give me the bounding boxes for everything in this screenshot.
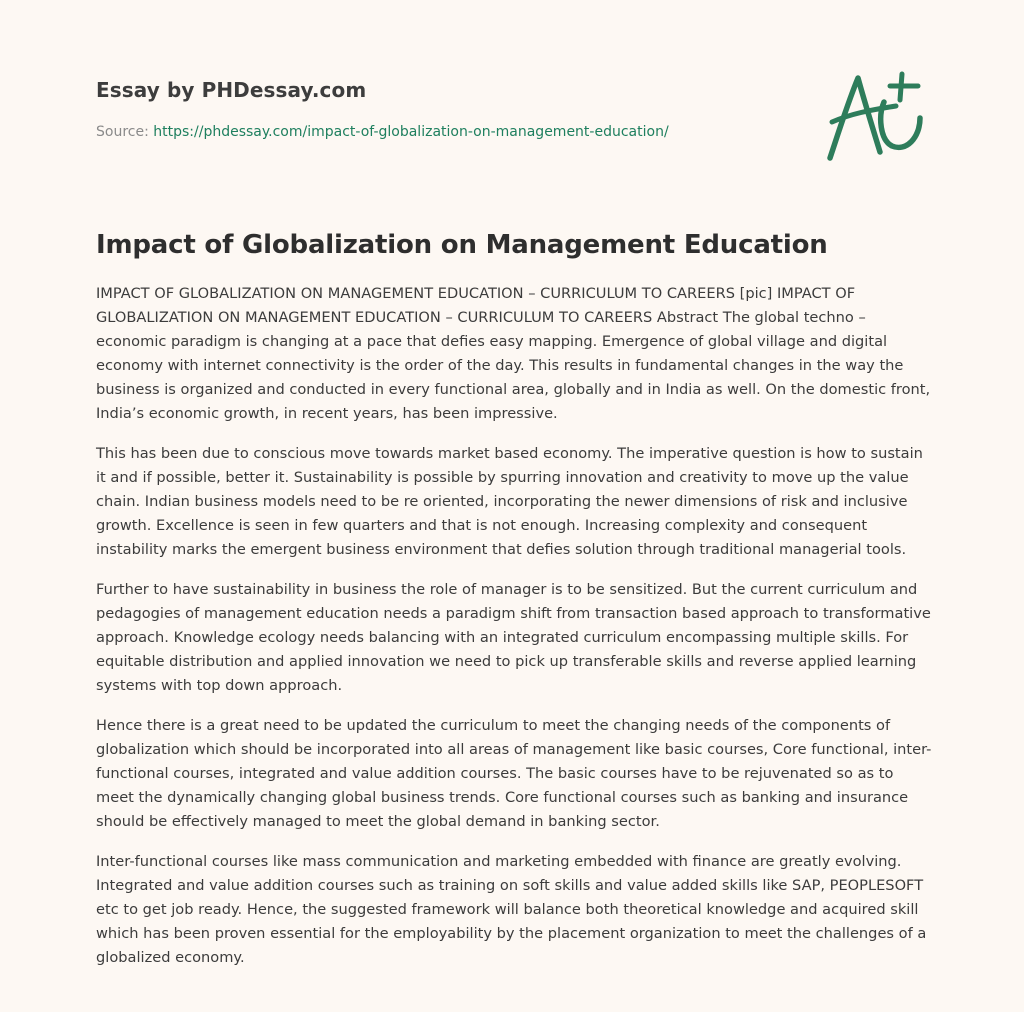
source-label: Source:: [96, 124, 149, 140]
essay-paragraph-2: This has been due to conscious move towards market based economy. The imperative question is how to sustain it and if possible, better it. Sustainability is possible by spurring innovation and creativity to move up the value chain. Indian business models need to be re oriented, incorporating the newer dimensions of risk and inclusive growth. Excellence is seen in few quarters and that is not enough. Increasing complexity and consequent instability marks the emergent business environment that defies solution through traditional managerial tools.: [96, 445, 923, 558]
essay-paragraph-3: Further to have sustainability in business the role of manager is to be sensitized. But the current curriculum and pedagogies of management education needs a paradigm shift from transaction based approach to transformative approach. Knowledge ecology needs balancing with an integrated curriculum encompassing multiple skills. For equitable distribution and applied innovation we need to pick up transferable skills and reverse applied learning systems with top down approach.: [96, 581, 931, 694]
essay-content: [96, 226, 932, 986]
essay-paragraph-1: IMPACT OF GLOBALIZATION ON MANAGEMENT EDUCATION – CURRICULUM TO CAREERS [pic] IMPACT OF GLOBALIZATION ON MANAGEMENT EDUCATION – CURRICULUM TO CAREERS Abstract The global techno – economic paradigm is changing at a pace that defies easy mapping. Emergence of global village and digital economy with internet connectivity is the order of the day. This results in fundamental changes in the way the business is organized and conducted in every functional area, globally and in India as well. On the domestic front, India’s economic growth, in recent years, has been impressive.: [96, 285, 931, 422]
source-line: [96, 122, 796, 142]
a-plus-grade-icon: [818, 64, 928, 168]
essay-title: Impact of Globalization on Management Education: [96, 230, 828, 260]
page-header: [96, 76, 796, 142]
site-brand: Essay by PHDessay.com: [96, 78, 367, 102]
source-link[interactable]: https://phdessay.com/impact-of-globalization-on-management-education/: [153, 124, 669, 140]
essay-paragraph-4: Hence there is a great need to be updated the curriculum to meet the changing needs of the components of globalization which should be incorporated into all areas of management like basic courses, Core functional, inter-functional courses, integrated and value addition courses. The basic courses have to be rejuvenated so as to meet the dynamically changing global business trends. Core functional courses such as banking and insurance should be effectively managed to meet the global demand in banking sector.: [96, 717, 932, 830]
essay-paragraph-5: Inter-functional courses like mass communication and marketing embedded with finance are greatly evolving. Integrated and value addition courses such as training on soft skills and value added skills like SAP, PEOPLESOFT etc to get job ready. Hence, the suggested framework will balance both theoretical knowledge and acquired skill which has been proven essential for the employability by the placement organization to meet the challenges of a globalized economy.: [96, 853, 927, 966]
